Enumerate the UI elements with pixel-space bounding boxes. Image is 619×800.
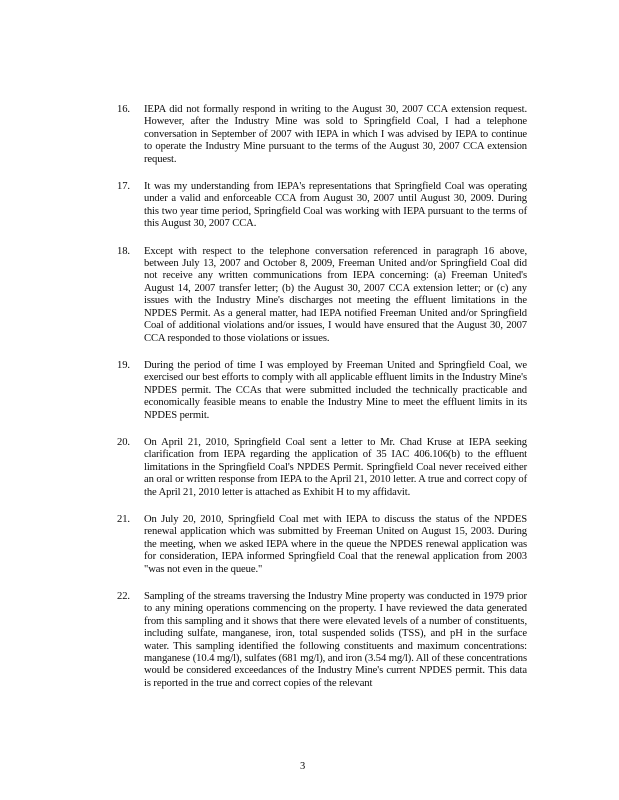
paragraph-18 xyxy=(117,246,527,345)
paragraph-text: On April 21, 2010, Springfield Coal sent a letter to Mr. Chad Kruse at IEPA seeking clarification from IEPA regarding the application of 35 IAC 406.106(b) to the effluent limitations in the Springfield Coal's NPDES Permit. Springfield Coal never received either an oral or written response from IEPA to the April 21, 2010 letter. A true and correct copy of the April 21, 2010 letter is attached as Exhibit H to my affidavit. xyxy=(144,436,527,498)
paragraph-19 xyxy=(117,360,527,422)
paragraph-number: 22. xyxy=(117,591,130,602)
paragraph-number: 18. xyxy=(117,245,130,257)
paragraph-number: 17. xyxy=(117,181,130,193)
paragraph-21 xyxy=(117,514,527,576)
paragraph-text: On July 20, 2010, Springfield Coal met with IEPA to discuss the status of the NPDES renewal application which was submitted by Freeman United on August 15, 2003. During the meeting, when we asked IEPA where in the queue the NPDES renewal application was for consideration, IEPA informed Springfield Coal that the renewal application from 2003 "was not even in the queue." xyxy=(144,513,527,575)
paragraph-17 xyxy=(117,181,527,231)
paragraph-number: 21. xyxy=(117,513,130,525)
numbered-paragraph-list xyxy=(117,104,527,690)
paragraph-text: Except with respect to the telephone conversation referenced in paragraph 16 above, between July 13, 2007 and October 8, 2009, Freeman United and/or Springfield Coal did not receive any written communications from IEPA concerning: (a) Freeman United's August 14, 2007 transfer letter; (b) the August 30, 2007 CCA extension letter; or (c) any issues with the Industry Mine's discharges not meeting the effluent limitations in the NPDES Permit. As a general matter, had IEPA notified Freeman United and/or Springfield Coal of additional violations and/or issues, I would have ensured that the August 30, 2007 CCA responded to those violations or issues. xyxy=(144,245,527,344)
paragraph-text: It was my understanding from IEPA's representations that Springfield Coal was operating under a valid and enforceable CCA from August 30, 2007 until August 30, 2009. During this two year time period, Springfield Coal was working with IEPA pursuant to the terms of this August 30, 2007 CCA. xyxy=(144,181,527,230)
paragraph-text: During the period of time I was employed by Freeman United and Springfield Coal, we exercised our best efforts to comply with all applicable effluent limits in the Industry Mine's NPDES permit. The CCAs that were submitted included the technically practicable and economically feasible means to enable the Industry Mine to meet the effluent limits in its NPDES permit. xyxy=(144,359,527,421)
paragraph-text: Sampling of the streams traversing the Industry Mine property was conducted in 1979 prior to any mining operations commencing on the property. I have reviewed the data generated from this sampling and it shows that there were elevated levels of a number of constituents, including sulfate, manganese, iron, total suspended solids (TSS), and pH in the surface water. This sampling identified the following constituents and maximum concentrations: manganese (10.4 mg/l), sulfates (681 mg/l), and iron (3.54 mg/l). All of these concentrations would be considered exceedances of the Industry Mine's current NPDES permit. This data is reported in the true and correct copies of the relevant xyxy=(144,591,527,689)
paragraph-22 xyxy=(117,591,527,690)
page-number: 3 xyxy=(300,761,306,772)
paragraph-text: IEPA did not formally respond in writing to the August 30, 2007 CCA extension request. However, after the Industry Mine was sold to Springfield Coal, I had a telephone conversation in September of 2007 with IEPA in which I was advised by IEPA to continue to operate the Industry Mine pursuant to the terms of the August 30, 2007 CCA extension request. xyxy=(144,104,527,165)
paragraph-20 xyxy=(117,437,527,499)
paragraph-number: 16. xyxy=(117,104,130,115)
paragraph-16 xyxy=(117,104,527,166)
paragraph-number: 20. xyxy=(117,436,130,448)
paragraph-number: 19. xyxy=(117,359,130,371)
